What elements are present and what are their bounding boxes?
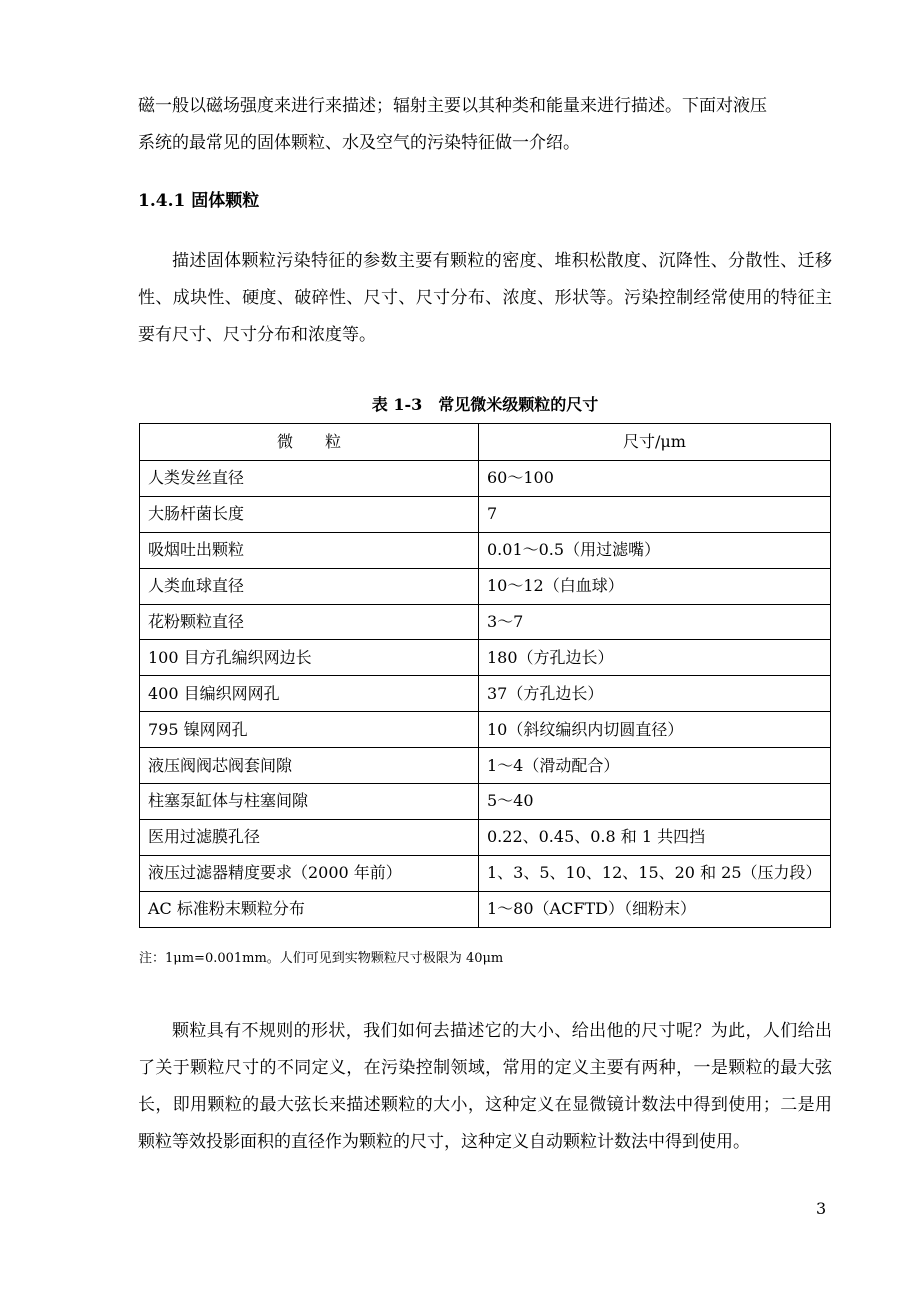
table-row	[140, 855, 831, 891]
header-size: 尺寸/μm	[479, 424, 831, 461]
table-row	[140, 712, 831, 748]
particle-cell: AC 标准粉末颗粒分布	[140, 891, 479, 927]
size-cell: 1、3、5、10、12、15、20 和 25（压力段）	[479, 855, 831, 891]
table-row	[140, 461, 831, 497]
size-cell: 10～12（白血球）	[479, 568, 831, 604]
size-cell: 7	[479, 496, 831, 532]
table-note: 注：1μm=0.001mm。人们可见到实物颗粒尺寸极限为 40μm	[139, 951, 504, 966]
table-caption: 表 1-3 常见微米级颗粒的尺寸	[371, 395, 599, 414]
particle-cell: 大肠杆菌长度	[140, 496, 479, 532]
table-row	[140, 532, 831, 568]
table-row	[140, 496, 831, 532]
size-cell: 0.01～0.5（用过滤嘴）	[479, 532, 831, 568]
particle-cell: 液压阀阀芯阀套间隙	[140, 748, 479, 784]
table-row	[140, 819, 831, 855]
table-row	[140, 748, 831, 784]
particle-cell: 400 目编织网网孔	[140, 676, 479, 712]
size-cell: 37（方孔边长）	[479, 676, 831, 712]
size-cell: 180（方孔边长）	[479, 640, 831, 676]
size-cell: 60～100	[479, 461, 831, 497]
size-cell: 0.22、0.45、0.8 和 1 共四挡	[479, 819, 831, 855]
size-cell: 1～4（滑动配合）	[479, 748, 831, 784]
size-cell: 10（斜纹编织内切圆直径）	[479, 712, 831, 748]
particle-size-table	[139, 423, 831, 928]
intro-line-2: 系统的最常见的固体颗粒、水及空气的污染特征做一介绍。	[138, 133, 580, 153]
table-row	[140, 891, 831, 927]
particle-cell: 人类血球直径	[140, 568, 479, 604]
particle-cell: 柱塞泵缸体与柱塞间隙	[140, 784, 479, 820]
body-paragraph-1: 描述固体颗粒污染特征的参数主要有颗粒的密度、堆积松散度、沉降性、分散性、迁移性、成块性、硬度、破碎性、尺寸、尺寸分布、浓度、形状等。污染控制经常使用的特征主要有尺寸、尺寸分布和浓度等。	[138, 251, 832, 345]
particle-cell: 液压过滤器精度要求（2000 年前）	[140, 855, 479, 891]
table-header-row	[140, 424, 831, 461]
table-row	[140, 568, 831, 604]
page-number: 3	[816, 1199, 827, 1218]
size-cell: 5～40	[479, 784, 831, 820]
table-row	[140, 784, 831, 820]
particle-cell: 795 镍网网孔	[140, 712, 479, 748]
particle-cell: 花粉颗粒直径	[140, 604, 479, 640]
header-particle: 微 粒	[140, 424, 479, 461]
table-row	[140, 676, 831, 712]
particle-cell: 100 目方孔编织网边长	[140, 640, 479, 676]
particle-cell: 吸烟吐出颗粒	[140, 532, 479, 568]
particle-cell: 人类发丝直径	[140, 461, 479, 497]
particle-cell: 医用过滤膜孔径	[140, 819, 479, 855]
table-row	[140, 640, 831, 676]
section-heading: 1.4.1 固体颗粒	[138, 191, 260, 211]
table-row	[140, 604, 831, 640]
size-cell: 3～7	[479, 604, 831, 640]
intro-line-1: 磁一般以磁场强度来进行来描述；辐射主要以其种类和能量来进行描述。下面对液压	[138, 96, 767, 116]
size-cell: 1～80（ACFTD）（细粉末）	[479, 891, 831, 927]
intro-paragraph	[138, 88, 832, 162]
body-paragraph-2: 颗粒具有不规则的形状，我们如何去描述它的大小、给出他的尺寸呢？为此，人们给出了关于颗粒尺寸的不同定义，在污染控制领域，常用的定义主要有两种，一是颗粒的最大弦长，即用颗粒的最大弦长来描述颗粒的大小，这种定义在显微镜计数法中得到使用；二是用颗粒等效投影面积的直径作为颗粒的尺寸，这种定义自动颗粒计数法中得到使用。	[138, 1021, 832, 1152]
